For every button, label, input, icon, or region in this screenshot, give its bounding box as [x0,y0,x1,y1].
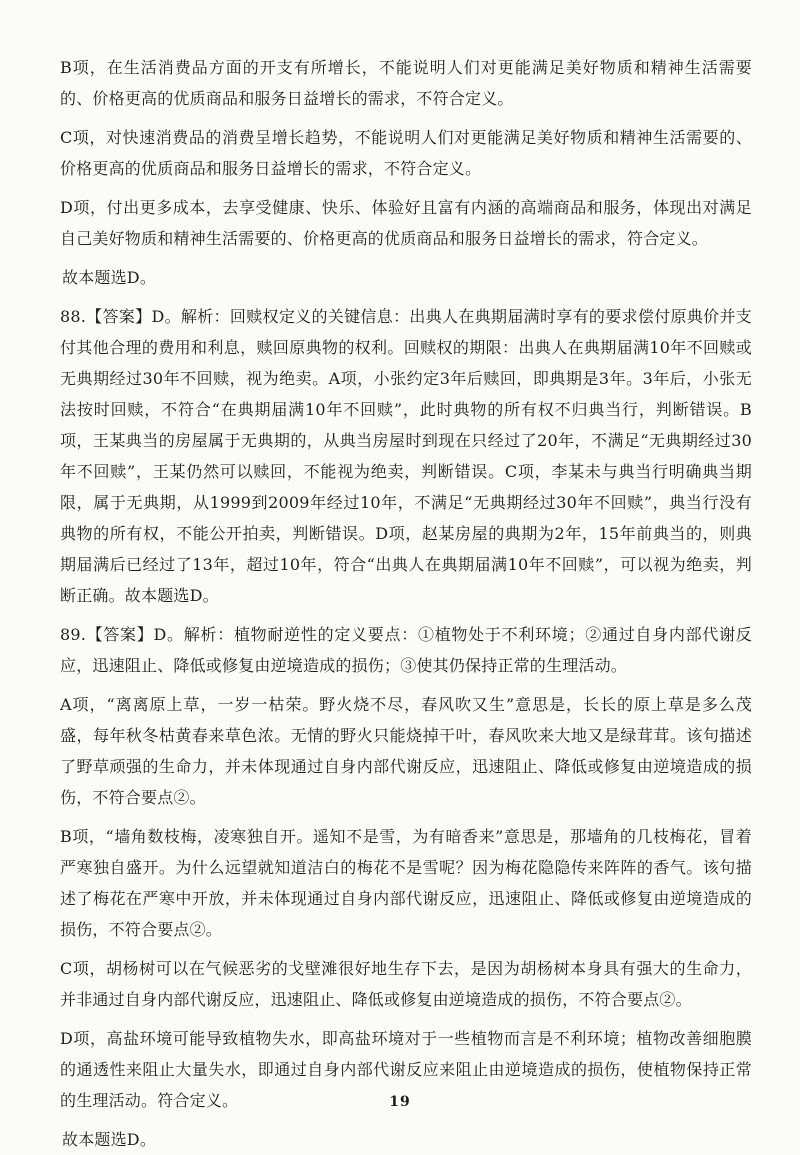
paragraph-89-option-c: C项，胡杨树可以在气候恶劣的戈壁滩很好地生存下去，是因为胡杨树本身具有强大的生命力，并非通过自身内部代谢反应，迅速阻止、降低或修复由逆境造成的损伤，不符合要点②。 [60,959,752,1009]
paragraph-option-d: D项，付出更多成本，去享受健康、快乐、体验好且富有内涵的高端商品和服务，体现出对满足自己美好物质和精神生活需要的、价格更高的优质商品和服务日益增长的需求，符合定义。 [60,198,752,248]
paragraph-option-b: B项，在生活消费品方面的开支有所增长，不能说明人们对更能满足美好物质和精神生活需要的、价格更高的优质商品和服务日益增长的需求，不符合定义。 [60,58,752,108]
paragraph-conclusion-87: 故本题选D。 [62,268,157,287]
paragraph-89-option-a: A项，“离离原上草，一岁一枯荣。野火烧不尽，春风吹又生”意思是，长长的原上草是多么茂盛，每年秋冬枯黄春来草色浓。无情的野火只能烧掉干叶，春风吹来大地又是绿茸茸。该句描述了野草顽强的生命力，并未体现通过自身内部代谢反应，迅速阻止、降低或修复由逆境造成的损伤，不符合要点②。 [60,695,752,807]
paragraph-89-option-b: B项，“墙角数枝梅，凌寒独自开。遥知不是雪，为有暗香来”意思是，那墙角的几枝梅花，冒着严寒独自盛开。为什么远望就知道洁白的梅花不是雪呢？因为梅花隐隐传来阵阵的香气。该句描述了梅花在严寒中开放，并未体现通过自身内部代谢反应，迅速阻止、降低或修复由逆境造成的损伤，不符合要点②。 [60,827,752,939]
paragraph-conclusion-89: 故本题选D。 [62,1130,157,1149]
paragraph-option-c: C项，对快速消费品的消费呈增长趋势，不能说明人们对更能满足美好物质和精神生活需要的、价格更高的优质商品和服务日益增长的需求，不符合定义。 [60,128,752,178]
page-number: 19 [389,1094,411,1110]
paragraph-answer-89: 89.【答案】D。解析：植物耐逆性的定义要点：①植物处于不利环境；②通过自身内部代谢反应，迅速阻止、降低或修复由逆境造成的损伤；③使其仍保持正常的生理活动。 [60,625,752,675]
paragraph-answer-88: 88.【答案】D。解析：回赎权定义的关键信息：出典人在典期届满时享有的要求偿付原典价并支付其他合理的费用和利息，赎回原典物的权利。回赎权的期限：出典人在典期届满10年不回赎或无典期经过30年不回赎，视为绝卖。A项，小张约定3年后赎回，即典期是3年。3年后，小张无法按时回赎，不符合“在典期届满10年不回赎”，此时典物的所有权不归典当行，判断错误。B项，王某典当的房屋属于无典期的，从典当房屋时到现在只经过了20年，不满足“无典期经过30年不回赎”，王某仍然可以赎回，不能视为绝卖，判断错误。C项，李某未与典当行明确典当期限，属于无典期，从1999到2009年经过10年，不满足“无典期经过30年不回赎”，典当行没有典物的所有权，不能公开拍卖，判断错误。D项，赵某房屋的典期为2年，15年前典当的，则典期届满后已经过了13年，超过10年，符合“出典人在典期届满10年不回赎”，可以视为绝卖，判断正确。故本题选D。 [60,307,752,605]
paragraph-89-option-d: D项，高盐环境可能导致植物失水，即高盐环境对于一些植物而言是不利环境；植物改善细胞膜的通透性来阻止大量失水，即通过自身内部代谢反应来阻止由逆境造成的损伤，使植物保持正常的生理活动。符合定义。 [60,1029,752,1110]
